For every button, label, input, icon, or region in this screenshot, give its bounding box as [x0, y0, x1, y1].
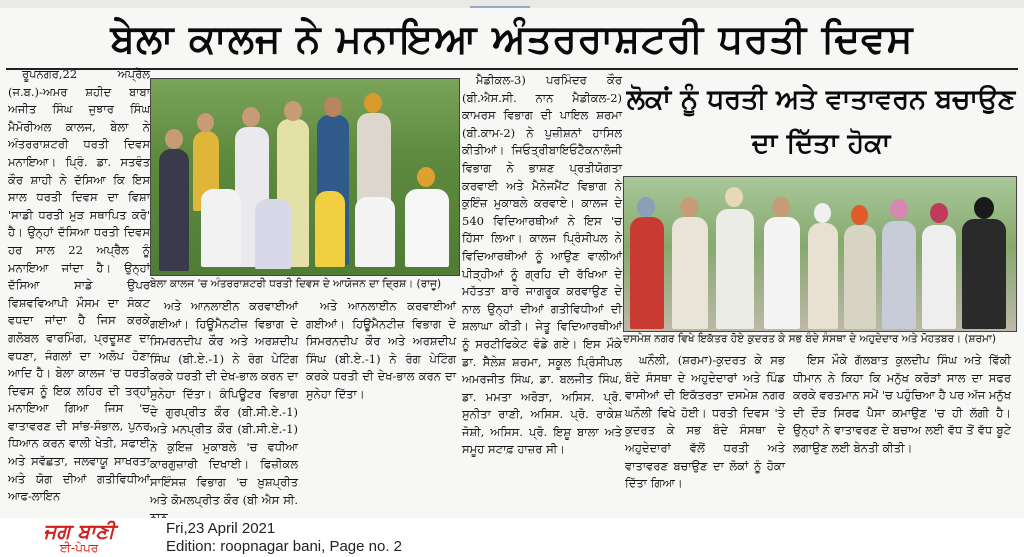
photo-person	[764, 217, 800, 329]
photo-person-head	[417, 167, 435, 187]
photo-person	[201, 189, 241, 267]
logo-title: ਜਗ ਬਾਣੀ	[43, 519, 115, 543]
story2-column-2-text: ਇਸ ਮੌਕੇ ਗੱਲਬਾਤ ਕੁਲਦੀਪ ਸਿੰਘ ਅਤੇ ਵਿੱਕੀ ਧੀਮਾਨ ਨੇ ਕਿਹਾ ਕਿ ਮਨੁੱਖ ਕਰੋੜਾਂ ਸਾਲ ਦਾ ਸਫਰ ਕਰਕੇ ਵਰਤਮਾਨ ਸਮੇਂ 'ਚ ਪਹੁੰਚਿਆ ਹੈ ਪਰ ਅੱਜ ਮਨੁੱਖ ਦੀ ਦੌੜ ਸਿਰਫ ਪੈਸਾ ਕਮਾਉਣ 'ਚ ਹੀ ਲੱਗੀ ਹੈ। ਉਨ੍ਹਾਂ ਨੇ ਵਾਤਾਵਰਣ ਦੇ ਬਚਾਅ ਲਈ ਵੱਧ ਤੋਂ ਵੱਧ ਬੂਟੇ ਲਗਾਉਣ ਲਈ ਬੇਨਤੀ ਕੀਤੀ।	[793, 353, 1011, 455]
edition-info: Edition: roopnagar bani, Page no. 2	[166, 538, 403, 555]
photo-person-head	[197, 113, 214, 132]
top-mark	[470, 0, 530, 8]
photo-person-head	[851, 205, 868, 225]
photo-person	[159, 149, 189, 271]
photo-person	[808, 223, 838, 329]
jagbani-logo[interactable]	[4, 520, 154, 556]
story1-photo	[150, 78, 460, 276]
photo-person	[255, 199, 291, 269]
photo-person	[716, 209, 754, 329]
photo-person	[315, 191, 345, 267]
photo-person	[630, 217, 664, 329]
photo-person	[405, 189, 449, 267]
story1-column-1	[8, 66, 150, 504]
story2-photo	[623, 176, 1017, 332]
story1-column-4-text: ਮੈਡੀਕਲ-3) ਪਰਮਿੰਦਰ ਕੌਰ (ਬੀ.ਐਸ.ਸੀ. ਨਾਨ ਮੈਡੀਕਲ-2) ਕਾਮਰਸ ਵਿਭਾਗ ਦੀ ਪਾਇਲ ਸ਼ਰਮਾ (ਬੀ.ਕਾਮ-2) ਨੇ ਪੁਜ਼ੀਸ਼ਨਾਂ ਹਾਸਿਲ ਕੀਤੀਆਂ। ਜਿਓਤ੍ਰੀਬਾਇਓਟੈਕਨਾਲੋਜੀ ਵਿਭਾਗ ਨੇ ਭਾਸ਼ਣ ਪ੍ਰਤੀਯੋਗਤਾ ਕਰਵਾਈ ਅਤੇ ਮੈਨੇਜਮੈਂਟ ਵਿਭਾਗ ਨੇ ਕੁਇੰਜ਼ ਮੁਕਾਬਲੇ ਕਰਵਾਏ। ਕਾਲਜ ਦੇ 540 ਵਿਦਿਆਰਥੀਆਂ ਨੇ ਇਸ 'ਚ ਹਿੱਸਾ ਲਿਆ। ਕਾਲਜ ਪ੍ਰਿੰਸੀਪਲ ਨੇ ਵਿਦਿਆਰਥੀਆਂ ਨੂੰ ਆਉਣ ਵਾਲੀਆਂ ਪੀੜ੍ਹੀਆਂ ਨੂੰ ਗ੍ਰਹਿ ਦੀ ਰੱਖਿਆ ਦੇ ਮਹੱਤਤਾ ਬਾਰੇ ਜਾਗਰੂਕ ਕਰਵਾਉਣ ਦੇ ਨਾਲ ਉਨ੍ਹਾਂ ਦੀਆਂ ਗਤੀਵਿਧੀਆਂ ਦੀ ਸ਼ਲਾਘਾ ਕੀਤੀ। ਜੇਤੂ ਵਿਦਿਆਰਥੀਆਂ ਨੂੰ ਸਰਟੀਫਿਕੇਟ ਵੰਡੇ ਗਏ। ਇਸ ਮੌਕੇ ਡਾ. ਸੈਲੇਸ਼ ਸ਼ਰਮਾ, ਸਕੂਲ ਪ੍ਰਿੰਸੀਪਲ ਅਮਰਜੀਤ ਸਿੰਘ, ਡਾ. ਬਲਜੀਤ ਸਿੰਘ, ਡਾ. ਮਮਤਾ ਅਰੋੜਾ, ਅਸਿਸ. ਪ੍ਰੋ. ਸੁਨੀਤਾ ਰਾਣੀ, ਅਸਿਸ. ਪ੍ਰੋ. ਰਾਕੇਸ਼ ਜੋਸ਼ੀ, ਅਸਿਸ. ਪ੍ਰੋ. ਇਸ਼ੂ ਬਾਲਾ ਅਤੇ ਸਮੂਹ ਸਟਾਫ਼ ਹਾਜ਼ਰ ਸੀ।	[462, 73, 622, 457]
photo-person	[672, 217, 708, 329]
story1-photo-caption: ਬੇਲਾ ਕਾਲਜ 'ਚ ਅੰਤਰਰਾਸ਼ਟਰੀ ਧਰਤੀ ਦਿਵਸ ਦੇ ਆਯੋਜਨ ਦਾ ਦ੍ਰਿਸ਼। (ਰਾਜੂ)	[150, 278, 442, 290]
story1-column-2-text: ਅਤੇ ਆਨਲਾਈਨ ਕਰਵਾਈਆਂ ਗਈਆਂ। ਹਿਊਮੈਨਟੀਜ਼ ਵਿਭਾਗ ਦੇ ਸਿਮਰਨਦੀਪ ਕੌਰ ਅਤੇ ਅਰਸ਼ਦੀਪ ਸਿੰਘ (ਬੀ.ਏ.-1) ਨੇ ਰੰਗ ਪੇਟਿੰਗ ਕਰਕੇ ਧਰਤੀ ਦੀ ਦੇਖ-ਭਾਲ ਕਰਨ ਦਾ ਸੁਨੇਹਾ ਦਿੱਤਾ। ਕੰਪਿਊਟਰ ਵਿਭਾਗ ਦੇ ਗੁਰਪ੍ਰੀਤ ਕੌਰ (ਬੀ.ਸੀ.ਏ.-1) ਅਤੇ ਮਨਪ੍ਰੀਤ ਕੌਰ (ਬੀ.ਸੀ.ਏ.-1) ਨੇ ਕੁਇਜ਼ ਮੁਕਾਬਲੇ 'ਚ ਵਧੀਆ ਕਾਰਗੁਜ਼ਾਰੀ ਦਿਖਾਈ। ਫਿਜ਼ੀਕਲ ਸਾਇੰਸਜ਼ ਵਿਭਾਗ 'ਚ ਖ਼ੁਸ਼ਪ੍ਰੀਤ ਅਤੇ ਕੋਮਲਪ੍ਰੀਤ ਕੌਰ (ਬੀ ਐਸ ਸੀ.	[150, 299, 298, 507]
story2-photo-caption: ਦਸਮੇਸ਼ ਨਗਰ ਵਿਖੇ ਇਕੱਤਰ ਹੋਏ ਕੁਦਰਤ ਕੇ ਸਭ ਬੰਦੇ ਸੰਸਥਾ ਦੇ ਅਹੁਦੇਦਾਰ ਅਤੇ ਮੋਹਤਬਰ। (ਸ਼ਰਮਾ)	[623, 333, 997, 345]
page-top-strip	[0, 0, 1024, 8]
story2-headline: ਲੋਕਾਂ ਨੂੰ ਧਰਤੀ ਅਤੇ ਵਾਤਾਵਰਨ ਬਚਾਉਣ ਦਾ ਦਿੱਤਾ ਹੋਕਾ	[626, 84, 1016, 159]
edition-date: Fri,23 April 2021	[166, 520, 276, 537]
photo-person	[962, 219, 1006, 329]
photo-person-head	[772, 197, 790, 217]
photo-person-head	[725, 187, 743, 207]
story1-column-3	[306, 298, 456, 498]
photo-person-head	[680, 197, 698, 217]
photo-person-head	[637, 197, 655, 217]
epaper-footer	[0, 518, 1024, 557]
photo-person-head	[165, 129, 183, 149]
photo-person	[922, 225, 956, 329]
story1-column-4	[462, 72, 622, 498]
story2-column-2	[793, 352, 1011, 500]
story1-column-1-text: ਰੂਪਨਗਰ,22 ਅਪ੍ਰੈਲ (ਜ.ਬ.)-ਅਮਰ ਸ਼ਹੀਦ ਬਾਬਾ ਅਜੀਤ ਸਿੰਘ ਜੁਝਾਰ ਸਿੰਘ ਮੈਮੋਰੀਅਲ ਕਾਲਜ, ਬੇਲਾ ਨੇ ਅੰਤਰਰਾਸ਼ਟਰੀ ਧਰਤੀ ਦਿਵਸ ਮਨਾਇਆ। ਪ੍ਰਿੰ. ਡਾ. ਸਤਵੰਤ ਕੌਰ ਸ਼ਾਹੀ ਨੇ ਦੱਸਿਆ ਕਿ ਇਸ ਸਾਲ ਧਰਤੀ ਦਿਵਸ ਦਾ ਵਿਸ਼ਾ 'ਸਾਡੀ ਧਰਤੀ ਮੁੜ ਸਥਾਪਿਤ ਕਰੋ' ਹੈ। ਉਨ੍ਹਾਂ ਦੱਸਿਆ ਧਰਤੀ ਦਿਵਸ ਹਰ ਸਾਲ 22 ਅਪ੍ਰੈਲ ਨੂੰ ਮਨਾਇਆ ਜਾਂਦਾ ਹੈ। ਉਨ੍ਹਾਂ ਦੱਸਿਆ ਸਾਡੇ ਉਪਰ ਵਿਸ਼ਵਵਿਆਪੀ ਮੌਸਮ ਦਾ ਸੰਕਟ ਵਧਦਾ ਜਾਂਦਾ ਹੈ ਜਿਸ ਕਰਕੇ ਗਲੋਬਲ ਵਾਰਮਿੰਗ, ਪ੍ਰਦੂਸ਼ਣ ਦਾ ਵਧਣਾ, ਜੰਗਲਾਂ ਦਾ ਅਲੋਪ ਹੋਣਾ ਆਦਿ ਹੈ। ਬੇਲਾ ਕਾਲਜ 'ਚ ਧਰਤੀ ਦਿਵਸ ਨੂੰ ਇਕ ਲਹਿਰ ਦੀ ਤਰ੍ਹਾਂ ਮਨਾਇਆ ਗਿਆ ਜਿਸ 'ਚ ਵਾਤਾਵਰਣ ਦੀ ਸਾਂਭ-ਸੰਭਾਲ, ਪੁਨਰ ਧਿਆਨ ਕਰਨ ਵਾਲੀ ਖੇਤੀ, ਸਫਾਈ ਅਤੇ ਸਵੱਛਤਾ, ਜਲਵਾਯੂ ਸਾਖਰਤਾ ਅਤੇ ਯੋਗ ਦੀਆਂ ਗਤੀਵਿਧੀਆਂ ਆਫ-ਲਾਇਨ	[8, 67, 150, 504]
photo-person-head	[284, 101, 302, 121]
photo-person-head	[364, 93, 382, 113]
story2-column-1-text: ਘਨੌਲੀ, (ਸ਼ਰਮਾ)-ਕੁਦਰਤ ਕੇ ਸਭ ਬੰਦੇ ਸੰਸਥਾ ਦੇ ਅਹੁਦੇਦਾਰਾਂ ਅਤੇ ਪਿੰਡ ਵਾਸੀਆਂ ਦੀ ਇਕੱਤਰਤਾ ਦਸਮੇਸ਼ ਨਗਰ ਘਨੌਲੀ ਵਿਖੇ ਹੋਈ। ਧਰਤੀ ਦਿਵਸ 'ਤੇ ਕੁਦਰਤ ਕੇ ਸਭ ਬੰਦੇ ਸੰਸਥਾ ਦੇ ਅਹੁਦੇਦਾਰਾਂ ਵੱਲੋਂ ਧਰਤੀ ਅਤੇ ਵਾਤਾਵਰਣ ਬਚਾਉਣ ਦਾ ਲੋਕਾਂ ਨੂੰ ਹੋਕਾ ਦਿੱਤਾ ਗਿਆ।	[625, 353, 785, 491]
story1-column-3-text: ਅਤੇ ਆਨਲਾਈਨ ਕਰਵਾਈਆਂ ਗਈਆਂ। ਹਿਊਮੈਨਟੀਜ਼ ਵਿਭਾਗ ਦੇ ਸਿਮਰਨਦੀਪ ਕੌਰ ਅਤੇ ਅਰਸ਼ਦੀਪ ਸਿੰਘ (ਬੀ.ਏ.-1) ਨੇ ਰੰਗ ਪੇਟਿੰਗ ਕਰਕੇ ਧਰਤੀ ਦੀ ਦੇਖ-ਭਾਲ ਕਰਨ ਦਾ ਸੁਨੇਹਾ ਦਿੱਤਾ।	[306, 299, 456, 401]
photo-person-head	[930, 203, 948, 223]
photo-person-head	[242, 107, 260, 127]
photo-person-head	[324, 97, 342, 117]
photo-person	[844, 225, 876, 329]
logo-subtitle: ਈ-ਪੇਪਰ	[59, 541, 99, 555]
main-headline: ਬੇਲਾ ਕਾਲਜ ਨੇ ਮਨਾਇਆ ਅੰਤਰਰਾਸ਼ਟਰੀ ਧਰਤੀ ਦਿਵਸ	[110, 17, 914, 62]
photo-person-head	[974, 197, 994, 219]
photo-person	[882, 221, 916, 329]
story1-column-2	[150, 298, 298, 507]
story2-column-1	[625, 352, 785, 500]
photo-person	[355, 197, 395, 267]
photo-person-head	[814, 203, 831, 223]
headline-rule	[6, 68, 1018, 70]
photo-person-head	[890, 199, 908, 219]
